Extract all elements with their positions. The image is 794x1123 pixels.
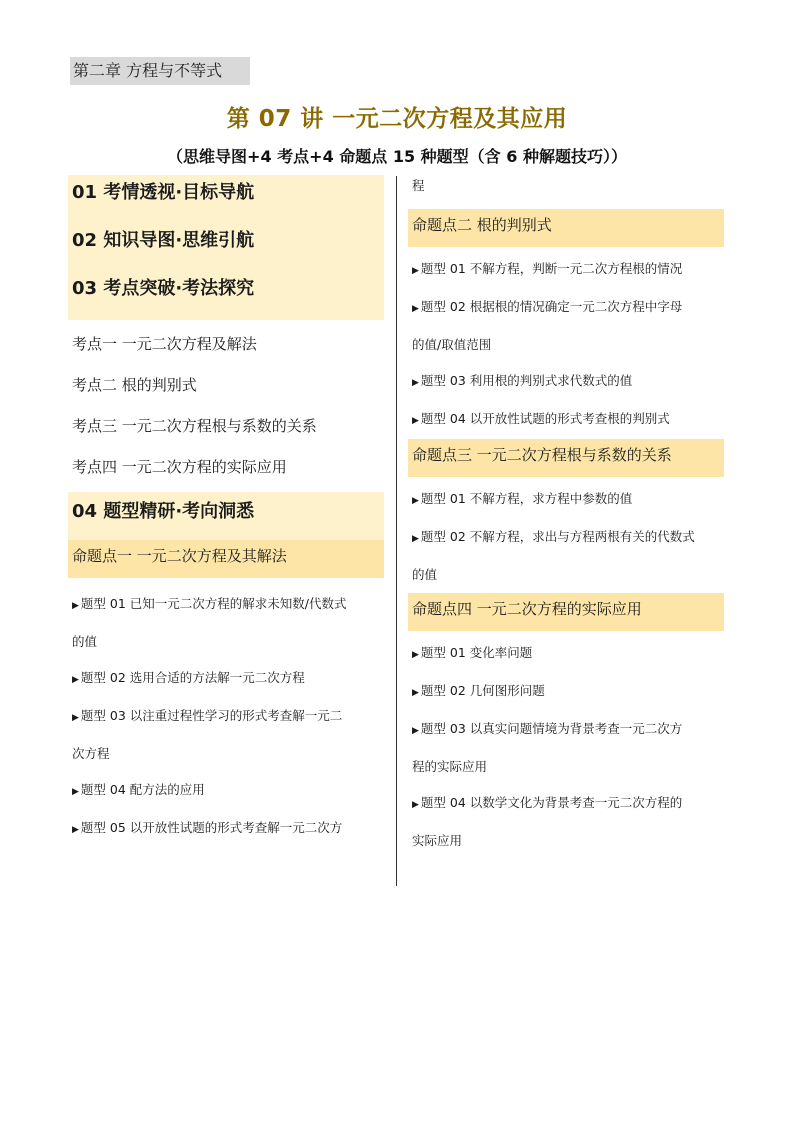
triangle-bullet-icon: ▶ xyxy=(412,650,419,660)
question-type-line[interactable]: 实际应用 xyxy=(412,833,463,848)
overview-block xyxy=(68,175,384,320)
page-title: 第 07 讲 一元二次方程及其应用 xyxy=(226,106,568,132)
section-4-heading[interactable]: 04 题型精研·考向洞悉 xyxy=(68,492,384,540)
triangle-bullet-icon: ▶ xyxy=(72,675,79,685)
question-type-line[interactable]: ▶ 题型 05 以开放性试题的形式考查解一元二次方 xyxy=(72,820,343,835)
continued-line: 程 xyxy=(412,178,425,193)
triangle-bullet-icon: ▶ xyxy=(412,534,419,544)
column-divider xyxy=(396,176,397,886)
kaodian-item-3[interactable]: 考点三 一元二次方程根与系数的关系 xyxy=(72,417,317,435)
kaodian-item-4[interactable]: 考点四 一元二次方程的实际应用 xyxy=(72,458,287,476)
question-type-line[interactable]: ▶ 题型 04 以数学文化为背景考查一元二次方程的 xyxy=(412,795,683,810)
kaodian-item-1[interactable]: 考点一 一元二次方程及解法 xyxy=(72,335,257,353)
left-column xyxy=(68,175,384,848)
triangle-bullet-icon: ▶ xyxy=(72,787,79,797)
triangle-bullet-icon: ▶ xyxy=(412,688,419,698)
right-column xyxy=(408,175,724,859)
question-type-line[interactable]: 的值 xyxy=(412,567,438,582)
question-type-line[interactable]: ▶ 题型 02 选用合适的方法解一元二次方程 xyxy=(72,670,305,685)
triangle-bullet-icon: ▶ xyxy=(72,601,79,611)
kaodian-item-2[interactable]: 考点二 根的判别式 xyxy=(72,376,197,394)
question-type-line[interactable]: ▶ 题型 01 已知一元二次方程的解求未知数/代数式 xyxy=(72,596,347,611)
triangle-bullet-icon: ▶ xyxy=(412,266,419,276)
question-type-line[interactable]: 程的实际应用 xyxy=(412,759,488,774)
topic-heading-2[interactable]: 命题点二 根的判别式 xyxy=(408,209,724,247)
question-type-line[interactable]: ▶ 题型 04 配方法的应用 xyxy=(72,782,205,797)
page-subtitle: （思维导图+4 考点+4 命题点 15 种题型（含 6 种解题技巧）） xyxy=(167,147,627,166)
triangle-bullet-icon: ▶ xyxy=(412,496,419,506)
triangle-bullet-icon: ▶ xyxy=(412,416,419,426)
question-type-line[interactable]: ▶ 题型 03 利用根的判别式求代数式的值 xyxy=(412,373,633,388)
triangle-bullet-icon: ▶ xyxy=(72,713,79,723)
overview-item-3[interactable]: 03 考点突破·考法探究 xyxy=(72,278,255,299)
overview-item-2[interactable]: 02 知识导图·思维引航 xyxy=(72,230,255,251)
topic-heading-3[interactable]: 命题点三 一元二次方程根与系数的关系 xyxy=(408,439,724,477)
question-type-line[interactable]: ▶ 题型 01 不解方程，求方程中参数的值 xyxy=(412,491,633,506)
question-type-line[interactable]: ▶ 题型 01 不解方程，判断一元二次方程根的情况 xyxy=(412,261,683,276)
question-type-line[interactable]: ▶ 题型 01 变化率问题 xyxy=(412,645,533,660)
topic-heading-1[interactable]: 命题点一 一元二次方程及其解法 xyxy=(68,540,384,578)
question-type-line[interactable]: 的值/取值范围 xyxy=(412,337,492,352)
question-type-line[interactable]: ▶ 题型 02 根据根的情况确定一元二次方程中字母 xyxy=(412,299,683,314)
question-type-line[interactable]: ▶ 题型 03 以真实问题情境为背景考查一元二次方 xyxy=(412,721,683,736)
question-type-line[interactable]: ▶ 题型 02 不解方程，求出与方程两根有关的代数式 xyxy=(412,529,695,544)
triangle-bullet-icon: ▶ xyxy=(412,378,419,388)
overview-item-1[interactable]: 01 考情透视·目标导航 xyxy=(72,182,255,203)
question-type-line[interactable]: 的值 xyxy=(72,634,98,649)
question-type-line[interactable]: ▶ 题型 02 几何图形问题 xyxy=(412,683,545,698)
question-type-line[interactable]: ▶ 题型 03 以注重过程性学习的形式考查解一元二 xyxy=(72,708,343,723)
triangle-bullet-icon: ▶ xyxy=(412,800,419,810)
topic-heading-4[interactable]: 命题点四 一元二次方程的实际应用 xyxy=(408,593,724,631)
question-type-line[interactable]: ▶ 题型 04 以开放性试题的形式考查根的判别式 xyxy=(412,411,670,426)
chapter-tag: 第二章 方程与不等式 xyxy=(70,57,250,85)
triangle-bullet-icon: ▶ xyxy=(412,726,419,736)
triangle-bullet-icon: ▶ xyxy=(72,825,79,835)
question-type-line[interactable]: 次方程 xyxy=(72,746,110,761)
triangle-bullet-icon: ▶ xyxy=(412,304,419,314)
